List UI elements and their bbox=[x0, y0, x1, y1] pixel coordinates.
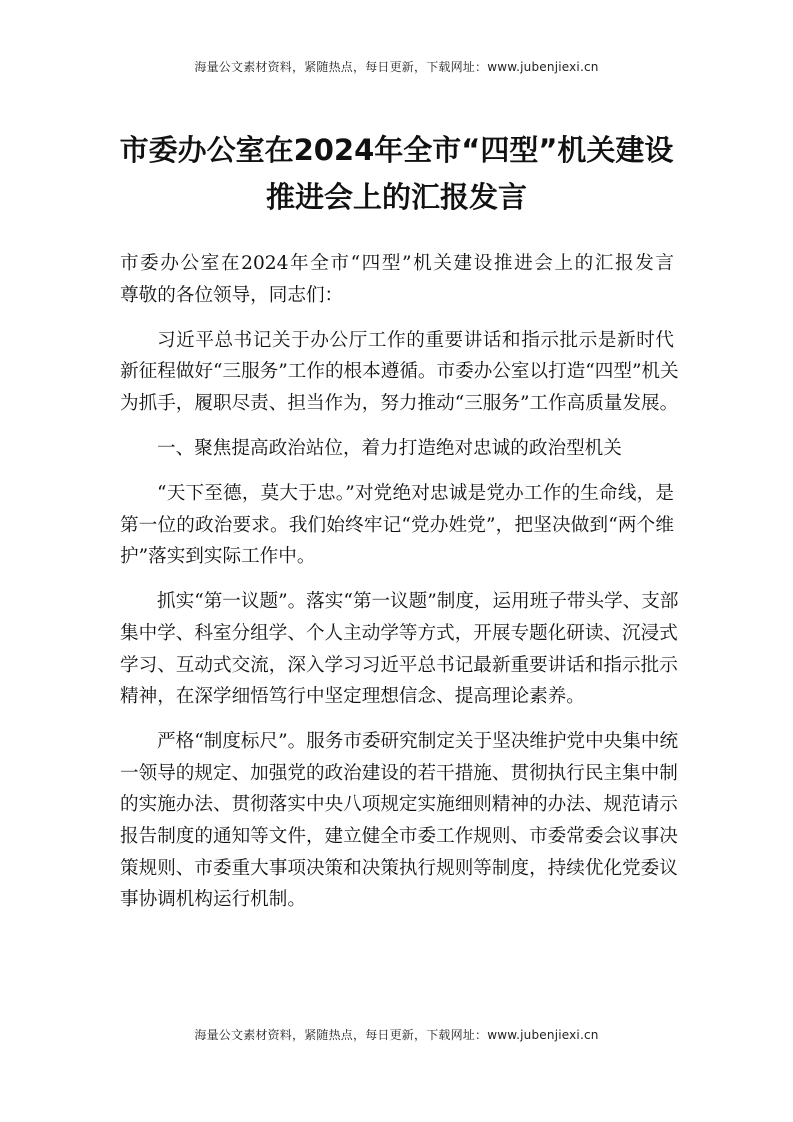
paragraph-line: 策规则、市委重大事项决策和决策执行规则等制度，持续优化党委议 bbox=[120, 857, 678, 879]
document-body bbox=[120, 248, 679, 916]
paragraph-line: 精神，在深学细悟笃行中坚定理想信念、提高理论素养。 bbox=[120, 686, 585, 708]
paragraph-loyalty bbox=[120, 478, 674, 573]
paragraph-line: “天下至德，莫大于忠。”对党绝对忠诚是党办工作的生命线，是 bbox=[157, 483, 674, 505]
paragraph-subtitle-greeting bbox=[120, 248, 674, 311]
paragraph-line: 护”落实到实际工作中。 bbox=[120, 546, 316, 568]
footer-note: 海量公文素材资料，紧随热点，每日更新，下载网址：www.jubenjiexi.cn bbox=[194, 1028, 599, 1042]
paragraph-institutional-standards bbox=[120, 726, 679, 916]
section-heading bbox=[120, 433, 674, 465]
paragraph-line: 集中学、科室分组学、个人主动学等方式，开展专题化研读、沉浸式 bbox=[120, 622, 678, 644]
paragraph-line: 市委办公室在2024年全市“四型”机关建设推进会上的汇报发言 bbox=[120, 253, 674, 274]
paragraph-line: 一、聚焦提高政治站位，着力打造绝对忠诚的政治型机关 bbox=[157, 437, 622, 459]
paragraph-line: 学习、互动式交流，深入学习习近平总书记最新重要讲话和指示批示 bbox=[120, 654, 678, 676]
paragraph-line: 一领导的规定、加强党的政治建设的若干措施、贯彻执行民主集中制 bbox=[120, 762, 678, 784]
paragraph-line: 尊敬的各位领导，同志们： bbox=[120, 284, 344, 306]
paragraph-line: 事协调机构运行机制。 bbox=[120, 889, 306, 911]
paragraph-intro bbox=[120, 325, 679, 420]
paragraph-line: 严格“制度标尺”。服务市委研究制定关于坚决维护党中央集中统 bbox=[157, 731, 679, 753]
header-note: 海量公文素材资料，紧随热点，每日更新，下载网址：www.jubenjiexi.cn bbox=[194, 60, 599, 74]
paragraph-line: 抓实“第一议题”。落实“第一议题”制度，运用班子带头学、支部 bbox=[157, 591, 679, 613]
document-title-line-1: 市委办公室在2024年全市“四型”机关建设 bbox=[119, 133, 674, 167]
paragraph-line: 的实施办法、贯彻落实中央八项规定实施细则精神的办法、规范请示 bbox=[120, 794, 678, 816]
paragraph-line: 为抓手，履职尽责、担当作为，努力推动“三服务”工作高质量发展。 bbox=[120, 392, 679, 414]
paragraph-line: 习近平总书记关于办公厅工作的重要讲话和指示批示是新时代 bbox=[157, 329, 674, 351]
paragraph-line: 新征程做好“三服务”工作的根本遵循。市委办公室以打造“四型”机关 bbox=[120, 361, 679, 383]
paragraph-first-topic bbox=[120, 586, 679, 712]
document-title-line-2: 推进会上的汇报发言 bbox=[265, 180, 527, 214]
paragraph-line: 报告制度的通知等文件，建立健全市委工作规则、市委常委会议事决 bbox=[120, 826, 678, 847]
paragraph-line: 第一位的政治要求。我们始终牢记“党办姓党”，把坚决做到“两个维 bbox=[120, 514, 674, 536]
